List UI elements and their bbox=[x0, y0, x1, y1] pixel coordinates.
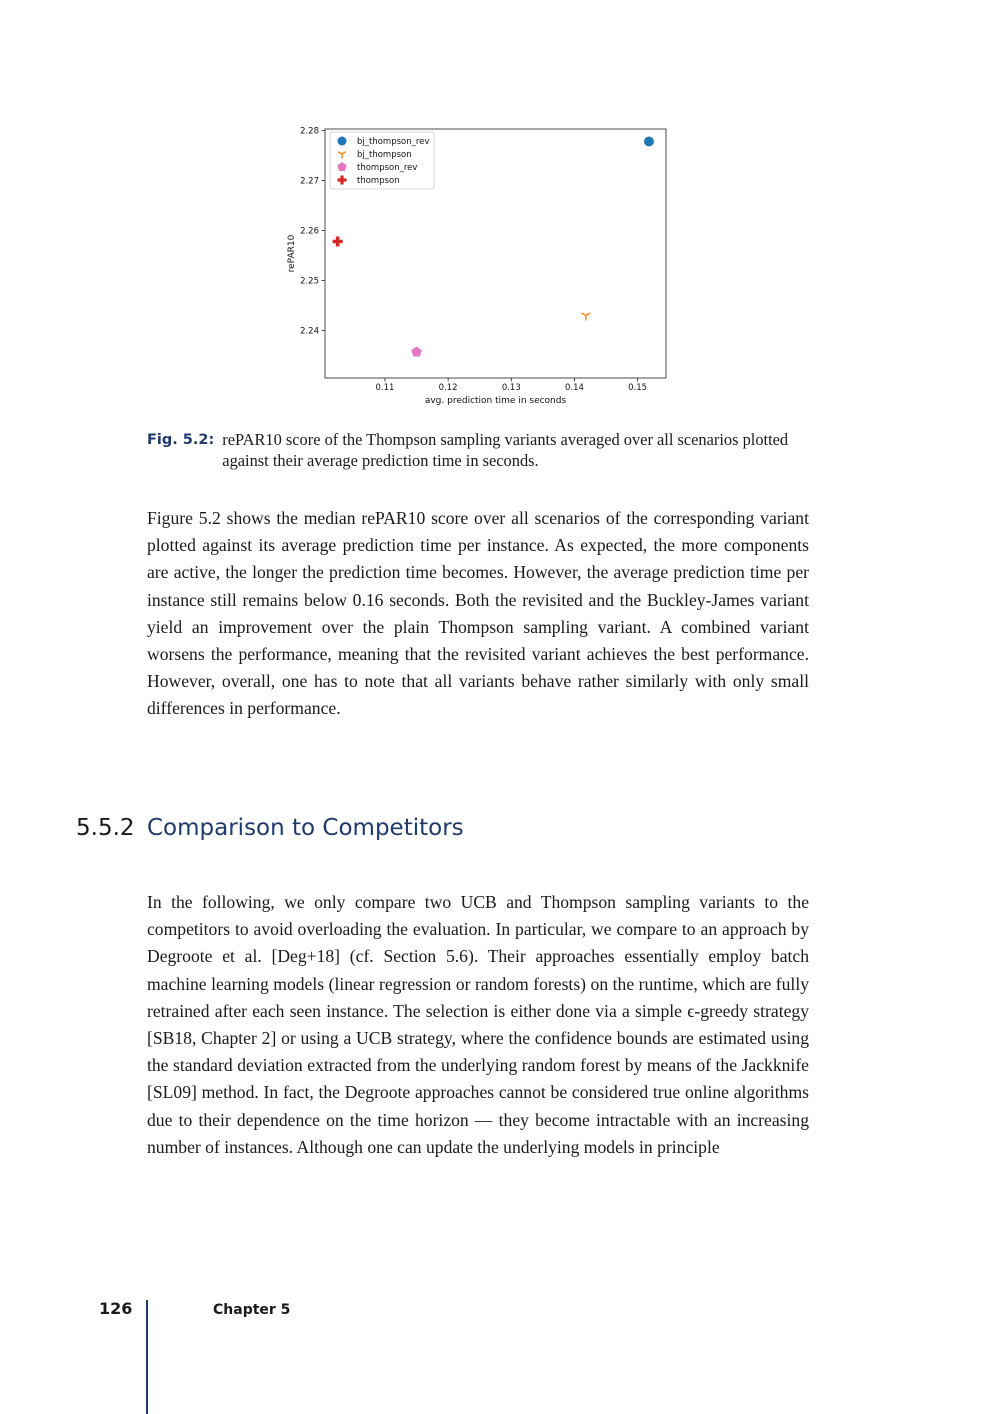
body-paragraph-2: In the following, we only compare two UCB and Thompson sampling variants to the competitors to avoid overloading the evaluation. In particular, we compare to an approach by Degroote et al. [Deg+18] (cf. Section 5.6). Their approaches essentially employ batch machine learning models (linear regression or random forests) on the runtime, which are fully retrained after each seen instance. The selection is either done via a simple ϵ-greedy strategy [SB18, Chapter 2] or using a UCB strategy, where the confidence bounds are estimated using the standard deviation extracted from the underlying random forest by means of the Jackknife [SL09] method. In fact, the Degroote approaches cannot be considered true online algorithms due to their dependence on the time horizon — they become intractable with an increasing number of instances. Although one can update the underlying models in principle bbox=[147, 892, 809, 1157]
data-point-bj-thompson bbox=[581, 313, 590, 321]
section-title: Comparison to Competitors bbox=[147, 815, 464, 841]
data-point-thompson-rev bbox=[411, 347, 421, 357]
legend-label: bj_thompson_rev bbox=[357, 137, 430, 147]
scatter-figure bbox=[280, 118, 680, 413]
y-axis-label: rePAR10 bbox=[287, 234, 297, 273]
caption-label: Fig. 5.2: bbox=[147, 432, 215, 448]
section-heading bbox=[76, 815, 464, 841]
y-tick-label: 2.25 bbox=[300, 276, 319, 287]
body-paragraph-1: Figure 5.2 shows the median rePAR10 score over all scenarios of the corresponding variant plotted against its average prediction time per instance. As expected, the more components are active, the longer the prediction time becomes. However, the average prediction time per instance still remains below 0.16 seconds. Both the revisited and the Buckley-James variant yield an improvement over the plain Thompson sampling variant. A combined variant worsens the performance, meaning that the revisited variant achieves the best performance. However, overall, one has to note that all variants behave rather similarly with only small differences in performance. bbox=[147, 508, 809, 719]
x-tick-label: 0.15 bbox=[628, 383, 648, 393]
y-tick-label: 2.26 bbox=[300, 226, 319, 237]
figure-caption bbox=[147, 429, 809, 471]
y-tick-label: 2.27 bbox=[300, 176, 319, 187]
x-tick-label: 0.14 bbox=[564, 383, 584, 393]
x-tick-label: 0.13 bbox=[501, 383, 521, 393]
footer-divider bbox=[146, 1300, 148, 1414]
y-tick-label: 2.28 bbox=[300, 126, 319, 137]
caption-text: rePAR10 score of the Thompson sampling variants averaged over all scenarios plotted against their average prediction time in seconds. bbox=[222, 430, 789, 470]
legend-label: bj_thompson bbox=[357, 150, 412, 160]
data-point-bj-thompson-rev bbox=[644, 137, 654, 147]
scatter-plot bbox=[280, 118, 680, 413]
x-tick-label: 0.11 bbox=[375, 383, 395, 393]
legend-marker bbox=[338, 137, 347, 146]
legend-label: thompson_rev bbox=[357, 163, 418, 173]
x-tick-label: 0.12 bbox=[438, 383, 458, 393]
page-number: 126 bbox=[99, 1299, 133, 1318]
section-number: 5.5.2 bbox=[76, 815, 135, 841]
x-axis-label: avg. prediction time in seconds bbox=[424, 396, 567, 406]
footer-chapter: Chapter 5 bbox=[213, 1302, 291, 1318]
y-tick-label: 2.24 bbox=[300, 326, 319, 337]
legend-label: thompson bbox=[357, 176, 400, 186]
data-point-thompson bbox=[333, 237, 343, 247]
